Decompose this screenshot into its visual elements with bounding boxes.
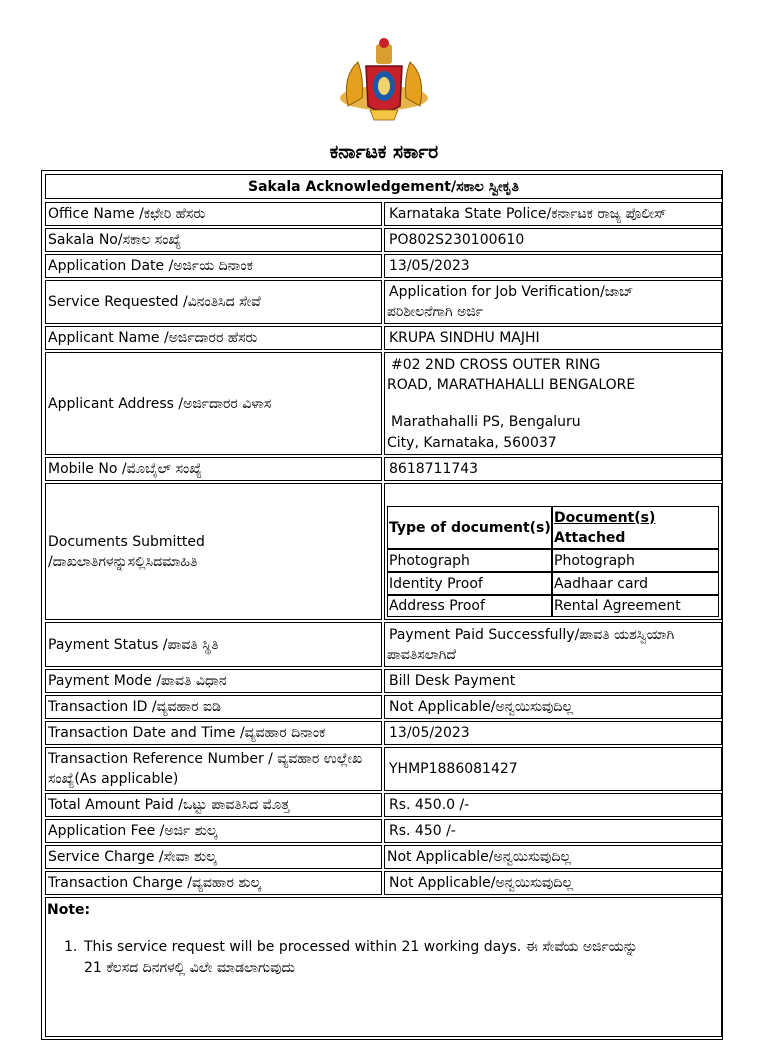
label-application-fee: Application Fee /ಅರ್ಜಿ ಶುಲ್ಕ <box>45 819 382 843</box>
label-sakala-no: Sakala No/ಸಕಾಲ ಸಂಖ್ಯೆ <box>45 228 382 252</box>
value-service-charge: Not Applicable/ಅನ್ವಯಿಸುವುದಿಲ್ಲ <box>384 845 722 869</box>
label-transaction-reference <box>45 747 382 791</box>
address-line3: Marathahalli PS, Bengaluru <box>391 414 581 430</box>
value-transaction-date: 13/05/2023 <box>384 721 722 745</box>
document-attached: Photograph <box>552 549 719 572</box>
value-sakala-no: PO802S230100610 <box>384 228 722 252</box>
label-service-requested: Service Requested /ವಿನಂತಿಸಿದ ಸೇವೆ <box>45 280 382 324</box>
payment-status-line2: ಪಾವತಿಸಲಾಗಿದೆ <box>387 646 457 663</box>
label-office-name: Office Name /ಕಛೇರಿ ಹೆಸರು <box>45 202 382 226</box>
label-application-date: Application Date /ಅರ್ಜಿಯ ದಿನಾಂಕ <box>45 254 382 278</box>
value-office-name: Karnataka State Police/ಕರ್ನಾಟಕ ರಾಜ್ಯ ಪೊಲೀಸ್ <box>384 202 722 226</box>
note-item-line2: 21 ಕೆಲಸದ ದಿನಗಳಲ್ಲಿ ವಿಲೇ ಮಾಡಲಾಗುವುದು <box>84 960 295 976</box>
label-mobile-no: Mobile No /ಮೊಬೈಲ್ ಸಂಖ್ಯೆ <box>45 457 382 481</box>
transaction-reference-label-line2: ಸಂಖ್ಯೆ(As applicable) <box>48 771 179 787</box>
document-attached: Rental Agreement <box>552 595 719 617</box>
document-type: Address Proof <box>387 595 552 617</box>
value-mobile-no: 8618711743 <box>384 457 722 481</box>
address-line4: City, Karnataka, 560037 <box>387 435 557 451</box>
value-payment-status <box>384 622 722 667</box>
label-transaction-id: Transaction ID /ವ್ಯವಹಾರ ಐಡಿ <box>45 695 382 719</box>
note-item-line1: This service request will be processed within 21 working days. ಈ ಸೇವೆಯ ಅರ್ಜಿಯನ್ನು <box>84 939 638 955</box>
label-service-charge: Service Charge /ಸೇವಾ ಶುಲ್ಕ <box>45 845 382 869</box>
value-payment-mode: Bill Desk Payment <box>384 669 722 693</box>
value-applicant-address <box>384 352 722 455</box>
label-transaction-charge: Transaction Charge /ವ್ಯವಹಾರ ಶುಲ್ಕ <box>45 871 382 895</box>
label-applicant-name: Applicant Name /ಅರ್ಜಿದಾರರ ಹೆಸರು <box>45 326 382 350</box>
documents-header-attached-line2: Attached <box>554 529 626 546</box>
value-application-fee: Rs. 450 /- <box>384 819 722 843</box>
service-requested-line2: ಪರಿಶೀಲನೆಗಾಗಿ ಅರ್ಜಿ <box>387 304 483 320</box>
karnataka-emblem-icon <box>334 36 434 124</box>
label-total-amount: Total Amount Paid /ಒಟ್ಟು ಪಾವತಿಸಿದ ಮೊತ್ತ <box>45 793 382 817</box>
note-item-number: 1. <box>64 939 78 955</box>
label-payment-status: Payment Status /ಪಾವತಿ ಸ್ಥಿತಿ <box>45 622 382 667</box>
label-applicant-address: Applicant Address /ಅರ್ಜಿದಾರರ ವಿಳಾಸ <box>45 352 382 455</box>
value-transaction-reference: YHMP1886081427 <box>384 747 722 791</box>
payment-status-line1: Payment Paid Successfully/ಪಾವತಿ ಯಶಸ್ವಿಯಾಗಿ <box>389 626 675 643</box>
documents-label-line1: Documents Submitted <box>48 533 205 550</box>
documents-header-attached <box>552 506 719 549</box>
value-application-date: 13/05/2023 <box>384 254 722 278</box>
address-line2: ROAD, MARATHAHALLI BENGALORE <box>387 377 636 393</box>
value-transaction-charge: Not Applicable/ಅನ್ವಯಿಸುವುದಿಲ್ಲ <box>384 871 722 895</box>
value-applicant-name: KRUPA SINDHU MAJHI <box>384 326 722 350</box>
note-item-body <box>84 937 684 979</box>
transaction-reference-label-line1: Transaction Reference Number / ವ್ಯವಹಾರ ಉಲ್ಲೇಖ <box>48 751 363 767</box>
documents-header-type: Type of document(s) <box>387 506 552 549</box>
document-type: Photograph <box>387 549 552 572</box>
value-service-requested <box>384 280 722 324</box>
address-line1: #02 2ND CROSS OUTER RING <box>391 357 601 373</box>
documents-header-attached-line1: Document(s) <box>554 509 656 526</box>
label-transaction-date: Transaction Date and Time /ವ್ಯವಹಾರ ದಿನಾಂಕ <box>45 721 382 745</box>
document-type: Identity Proof <box>387 572 552 595</box>
document-attached: Aadhaar card <box>552 572 719 595</box>
note-title: Note: <box>47 902 91 918</box>
government-title: ಕರ್ನಾಟಕ ಸರ್ಕಾರ <box>329 141 439 163</box>
documents-label-line2: /ದಾಖಲಾತಿಗಳನ್ನುಸಲ್ಲಿಸಿದಮಾಹಿತಿ <box>48 553 198 570</box>
label-documents-submitted <box>45 483 382 620</box>
label-payment-mode: Payment Mode /ಪಾವತಿ ವಿಧಾನ <box>45 669 382 693</box>
service-requested-line1: Application for Job Verification/ಜಾಬ್ <box>389 284 634 300</box>
receipt-title: Sakala Acknowledgement/ಸಕಾಲ ಸ್ವೀಕೃತಿ <box>45 174 722 199</box>
value-transaction-id: Not Applicable/ಅನ್ವಯಿಸುವುದಿಲ್ಲ <box>384 695 722 719</box>
value-total-amount: Rs. 450.0 /- <box>384 793 722 817</box>
